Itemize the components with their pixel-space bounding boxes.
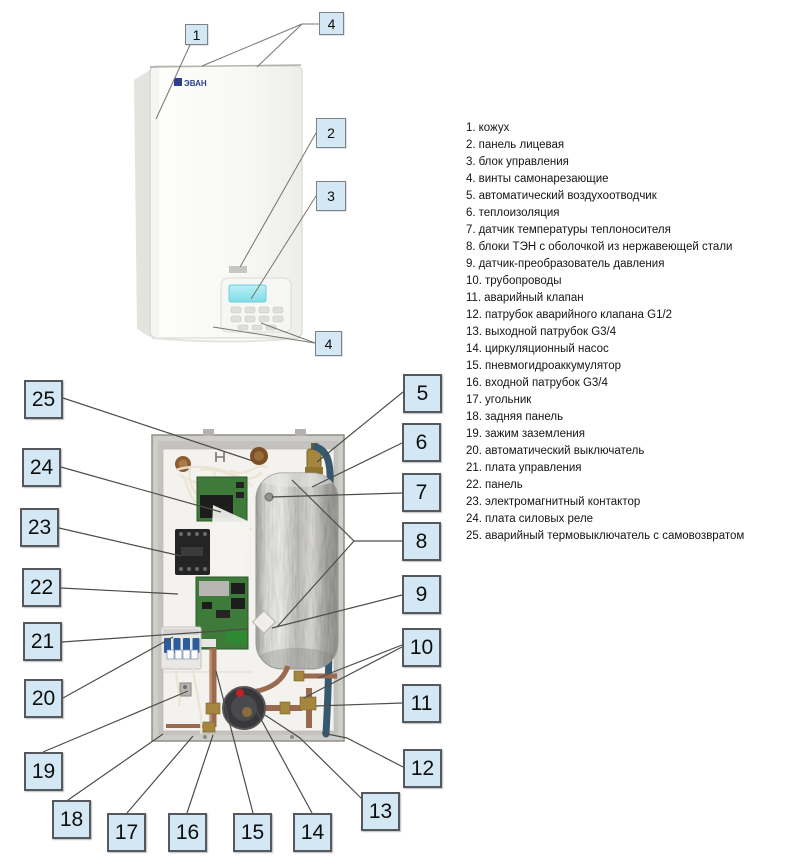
callout-box-16: 16: [168, 813, 207, 852]
callout-box-13: 13: [361, 792, 400, 831]
legend-item-3: 3. блок управления: [466, 156, 569, 168]
temperature-sensor: [265, 493, 273, 501]
callout-box-10: 10: [402, 628, 441, 667]
legend-item-2: 2. панель лицевая: [466, 139, 565, 151]
callout-box-9: 9: [402, 575, 441, 614]
boiler-side-face: [134, 70, 150, 337]
callout-box-15: 15: [233, 813, 272, 852]
lcd-display: [229, 285, 266, 302]
boiler-bottom-shadow: [152, 338, 300, 342]
callout-box-14: 14: [293, 813, 332, 852]
boiler-front-view: [134, 65, 302, 342]
leader-16: [187, 735, 213, 813]
legend-item-1: 1. кожух: [466, 122, 510, 134]
legend-item-23: 23. электромагнитный контактор: [466, 496, 641, 508]
front-face-shade: [150, 66, 159, 338]
mount-tab-right: [295, 429, 306, 436]
legend-item-24: 24. плата силовых реле: [466, 513, 594, 525]
legend-item-20: 20. автоматический выключатель: [466, 445, 645, 457]
legend-item-11: 11. аварийный клапан: [466, 292, 584, 304]
legend-item-6: 6. теплоизоляция: [466, 207, 560, 219]
legend-item-19: 19. зажим заземления: [466, 428, 585, 440]
callout-box-6: 6: [402, 423, 441, 462]
callout-box-5: 5: [403, 374, 442, 413]
legend-item-22: 22. панель: [466, 479, 523, 491]
callout-box-20: 20: [24, 679, 63, 718]
legend-item-12: 12. патрубок аварийного клапана G1/2: [466, 309, 673, 321]
leader-18: [68, 734, 163, 800]
legend-item-15: 15. пневмогидроаккумулятор: [466, 360, 621, 372]
callout-box-12: 12: [403, 749, 442, 788]
legend-item-21: 21. плата управления: [466, 462, 582, 474]
legend-item-10: 10. трубопроводы: [466, 275, 562, 287]
callout-box-18: 18: [52, 800, 91, 839]
control-board: [196, 577, 248, 649]
legend-item-16: 16. входной патрубок G3/4: [466, 377, 608, 389]
mount-tab-left: [203, 429, 214, 436]
callout-box-21: 21: [23, 622, 62, 661]
legend-item-18: 18. задняя панель: [466, 411, 564, 423]
callout-box-8: 8: [402, 522, 441, 561]
leader-4-top-b: [257, 24, 302, 67]
legend-item-5: 5. автоматический воздухоотводчик: [466, 190, 657, 202]
callout-box-23: 23: [20, 508, 59, 547]
panel-badge: [229, 266, 247, 273]
legend-item-14: 14. циркуляционный насос: [466, 343, 609, 355]
callout-box-7: 7: [402, 473, 441, 512]
callout-box-1: 1: [185, 24, 208, 45]
callout-box-22: 22: [22, 568, 61, 607]
callout-box-3: 3: [316, 181, 346, 211]
callout-box-11: 11: [402, 684, 441, 723]
callout-box-17: 17: [107, 813, 146, 852]
legend-item-13: 13. выходной патрубок G3/4: [466, 326, 617, 338]
legend-item-9: 9. датчик-преобразователь давления: [466, 258, 665, 270]
leader-5: [317, 392, 403, 462]
leader-4-top-a: [202, 24, 319, 66]
legend-item-25: 25. аварийный термовыключатель с самовозвратом: [466, 530, 745, 542]
leader-17: [127, 736, 193, 813]
legend: [466, 120, 744, 545]
legend-item-8: 8. блоки ТЭН с оболочкой из нержавеющей стали: [466, 241, 733, 253]
legend-item-17: 17. угольник: [466, 394, 532, 406]
callout-box-24: 24: [22, 448, 61, 487]
pump-red-dot: [236, 689, 244, 697]
contactor: [175, 529, 210, 575]
callout-box-4-top: 4: [319, 12, 344, 35]
callout-box-2: 2: [316, 118, 346, 148]
callout-box-19: 19: [24, 752, 63, 791]
brand-logo-text: ЭВАН: [184, 79, 207, 88]
control-unit: [221, 278, 291, 332]
callout-box-25: 25: [24, 380, 63, 419]
legend-item-7: 7. датчик температуры теплоносителя: [466, 224, 671, 236]
callout-box-4-bottom: 4: [315, 331, 342, 356]
legend-item-4: 4. винты самонарезающие: [466, 173, 609, 185]
